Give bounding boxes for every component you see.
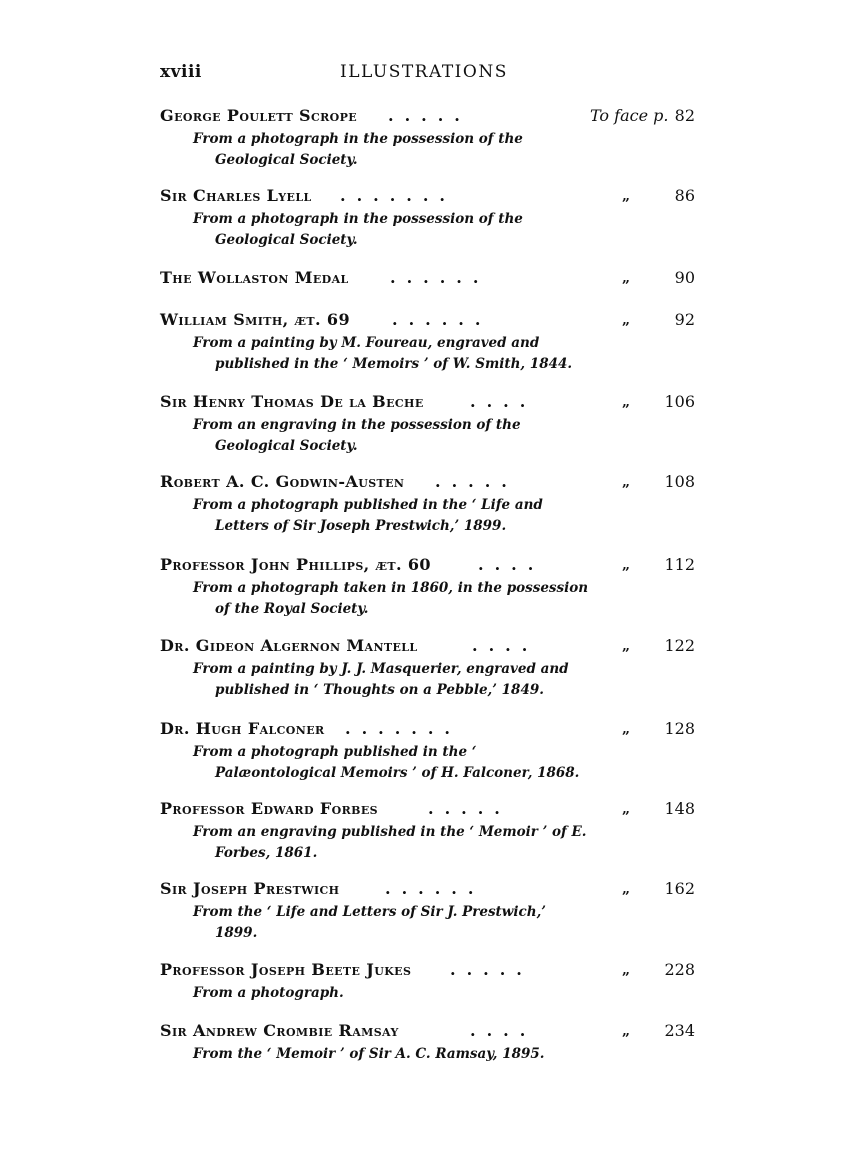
illustration-name: Professor John Phillips, æt. 60 — [160, 555, 431, 574]
ditto-mark: „ — [622, 638, 631, 654]
ditto-mark: „ — [622, 557, 631, 573]
dot-leader: ..... — [435, 472, 518, 491]
illustration-entry — [160, 106, 695, 171]
illustration-name: Sir Joseph Prestwich — [160, 879, 340, 898]
dot-leader: .... — [470, 392, 537, 411]
running-title: ILLUSTRATIONS — [340, 62, 508, 82]
page-number: 86 — [674, 186, 695, 205]
ditto-mark: „ — [622, 801, 631, 817]
dot-leader: ....... — [340, 186, 456, 205]
dot-leader: ..... — [428, 799, 511, 818]
illustration-name: Dr. Gideon Algernon Mantell — [160, 636, 418, 655]
ditto-mark: „ — [622, 312, 631, 328]
illustration-description: From a photograph in the possession of the Geological Society. — [193, 211, 523, 248]
dot-leader: ...... — [385, 879, 485, 898]
illustration-description: From a photograph in the possession of the Geological Society. — [193, 131, 523, 168]
ditto-mark: „ — [622, 721, 631, 737]
ditto-mark: „ — [622, 394, 631, 410]
ditto-mark: „ — [622, 474, 631, 490]
to-face-label: To face p. — [590, 106, 669, 125]
illustration-description: From the ‘ Life and Letters of Sir J. Prestwich,’ 1899. — [193, 904, 546, 941]
illustration-entry — [160, 310, 695, 375]
illustration-entry — [160, 799, 695, 864]
illustration-entry — [160, 392, 695, 457]
ditto-mark: „ — [622, 1023, 631, 1039]
dot-leader: ....... — [345, 719, 461, 738]
dot-leader: .... — [478, 555, 545, 574]
page-number: 228 — [664, 960, 695, 979]
illustration-name: George Poulett Scrope — [160, 106, 358, 125]
dot-leader: ...... — [392, 310, 492, 329]
dot-leader: ..... — [388, 106, 471, 125]
dot-leader: .... — [470, 1021, 537, 1040]
page-number: 122 — [664, 636, 695, 655]
illustration-description: From a painting by J. J. Masquerier, engraved and published in ‘ Thoughts on a Pebble,’ 1849. — [193, 661, 569, 698]
illustration-entry — [160, 268, 695, 294]
illustration-entry — [160, 472, 695, 537]
page-number: 112 — [664, 555, 695, 574]
page-folio: xviii — [160, 62, 202, 82]
illustration-description: From a photograph. — [193, 985, 344, 1001]
dot-leader: .... — [472, 636, 539, 655]
illustration-entry — [160, 186, 695, 251]
page-number: 162 — [664, 879, 695, 898]
illustration-entry — [160, 719, 695, 784]
page-number: 234 — [664, 1021, 695, 1040]
illustration-name: Sir Andrew Crombie Ramsay — [160, 1021, 399, 1040]
ditto-mark: „ — [622, 270, 631, 286]
illustration-entry — [160, 1021, 695, 1065]
illustration-entry — [160, 636, 695, 701]
illustration-name: Professor Edward Forbes — [160, 799, 378, 818]
dot-leader: ..... — [450, 960, 533, 979]
illustration-description: From a photograph published in the ‘ Life and Letters of Sir Joseph Prestwich,’ 1899. — [193, 497, 543, 534]
illustration-name: Professor Joseph Beete Jukes — [160, 960, 412, 979]
illustration-name: Sir Charles Lyell — [160, 186, 312, 205]
ditto-mark: „ — [622, 881, 631, 897]
illustration-name: Sir Henry Thomas De la Beche — [160, 392, 424, 411]
illustration-description: From an engraving in the possession of the Geological Society. — [193, 417, 521, 454]
illustration-description: From a photograph taken in 1860, in the possession of the Royal Society. — [193, 580, 589, 617]
ditto-mark: „ — [622, 962, 631, 978]
illustration-name: William Smith, æt. 69 — [160, 310, 350, 329]
page-number: 90 — [674, 268, 695, 287]
illustration-name: Robert A. C. Godwin-Austen — [160, 472, 405, 491]
illustration-entry — [160, 960, 695, 1004]
illustration-entry — [160, 879, 695, 944]
page-number: 82 — [674, 106, 695, 125]
illustration-description: From an engraving published in the ‘ Memoir ’ of E. Forbes, 1861. — [193, 824, 587, 861]
page-number: 128 — [664, 719, 695, 738]
page-number: 92 — [674, 310, 695, 329]
page-number: 148 — [664, 799, 695, 818]
illustration-entry — [160, 555, 695, 620]
ditto-mark: „ — [622, 188, 631, 204]
illustration-name: The Wollaston Medal — [160, 268, 349, 287]
illustration-description: From the ‘ Memoir ’ of Sir A. C. Ramsay, 1895. — [193, 1046, 545, 1062]
illustration-description: From a painting by M. Foureau, engraved and published in the ‘ Memoirs ’ of W. Smith, 1844. — [193, 335, 573, 372]
page-number: 106 — [664, 392, 695, 411]
dot-leader: ...... — [390, 268, 490, 287]
illustration-name: Dr. Hugh Falconer — [160, 719, 325, 738]
page-header — [160, 62, 700, 90]
illustration-description: From a photograph published in the ‘ Palæontological Memoirs ’ of H. Falconer, 1868. — [193, 744, 580, 781]
page-number: 108 — [664, 472, 695, 491]
